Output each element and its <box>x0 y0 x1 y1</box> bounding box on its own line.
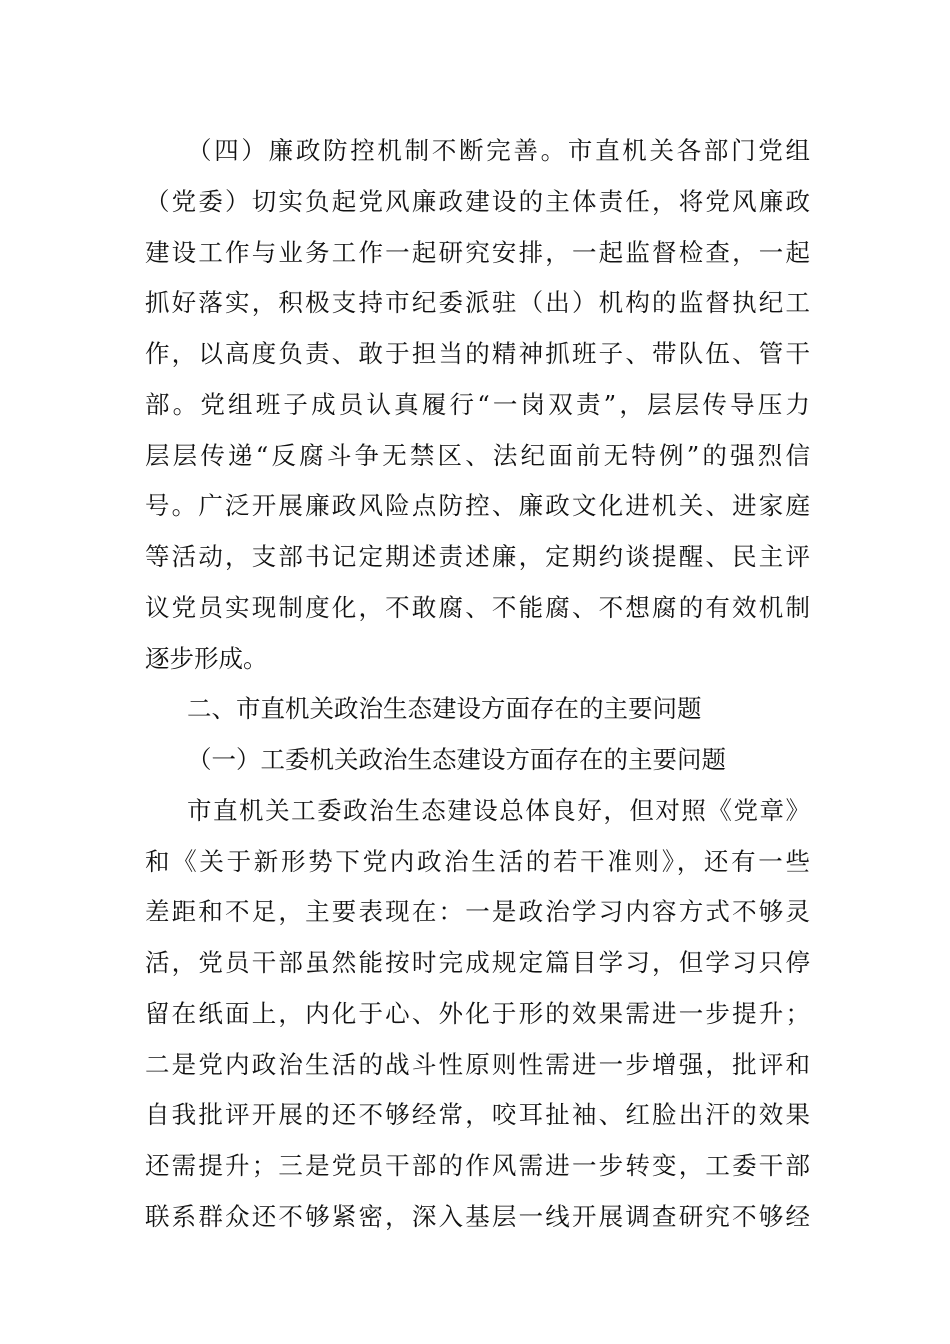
section-heading: 二、市直机关政治生态建设方面存在的主要问题 <box>187 694 702 724</box>
text-line: 留在纸面上，内化于心、外化于形的效果需进一步提升； <box>145 998 810 1028</box>
text-line: 建设工作与业务工作一起研究安排，一起监督检查，一起 <box>145 237 810 267</box>
text-line: 逐步形成。 <box>145 643 268 673</box>
subsection-heading: （一）工委机关政治生态建设方面存在的主要问题 <box>187 745 726 774</box>
text-line: 二是党内政治生活的战斗性原则性需进一步增强，批评和 <box>145 1049 810 1079</box>
text-line: 等活动，支部书记定期述责述廉，定期约谈提醒、民主评 <box>145 542 810 571</box>
text-line: 自我批评开展的还不够经常，咬耳扯袖、红脸出汗的效果 <box>145 1100 810 1130</box>
text-line: 市直机关工委政治生态建设总体良好，但对照《党章》 <box>187 795 810 825</box>
text-line: 号。广泛开展廉政风险点防控、廉政文化进机关、进家庭 <box>145 491 810 521</box>
text-line: 部。党组班子成员认真履行“一岗双责”，层层传导压力 <box>145 389 810 419</box>
text-line: 差距和不足，主要表现在：一是政治学习内容方式不够灵 <box>145 897 810 927</box>
text-line: （党委）切实负起党风廉政建设的主体责任，将党风廉政 <box>145 186 810 216</box>
text-line: 议党员实现制度化，不敢腐、不能腐、不想腐的有效机制 <box>145 592 810 622</box>
text-line: （四）廉政防控机制不断完善。市直机关各部门党组 <box>187 136 810 165</box>
text-line: 抓好落实，积极支持市纪委派驻（出）机构的监督执纪工 <box>145 288 810 318</box>
text-line: 层层传递“反腐斗争无禁区、法纪面前无特例”的强烈信 <box>145 440 810 470</box>
text-line: 联系群众还不够紧密，深入基层一线开展调查研究不够经 <box>145 1201 810 1231</box>
text-line: 还需提升；三是党员干部的作风需进一步转变，工委干部 <box>145 1151 810 1180</box>
text-line: 和《关于新形势下党内政治生活的若干准则》，还有一些 <box>145 846 810 876</box>
text-line: 作，以高度负责、敢于担当的精神抓班子、带队伍、管干 <box>145 339 810 368</box>
text-line: 活，党员干部虽然能按时完成规定篇目学习，但学习只停 <box>145 948 810 977</box>
body-text <box>145 126 810 1243</box>
